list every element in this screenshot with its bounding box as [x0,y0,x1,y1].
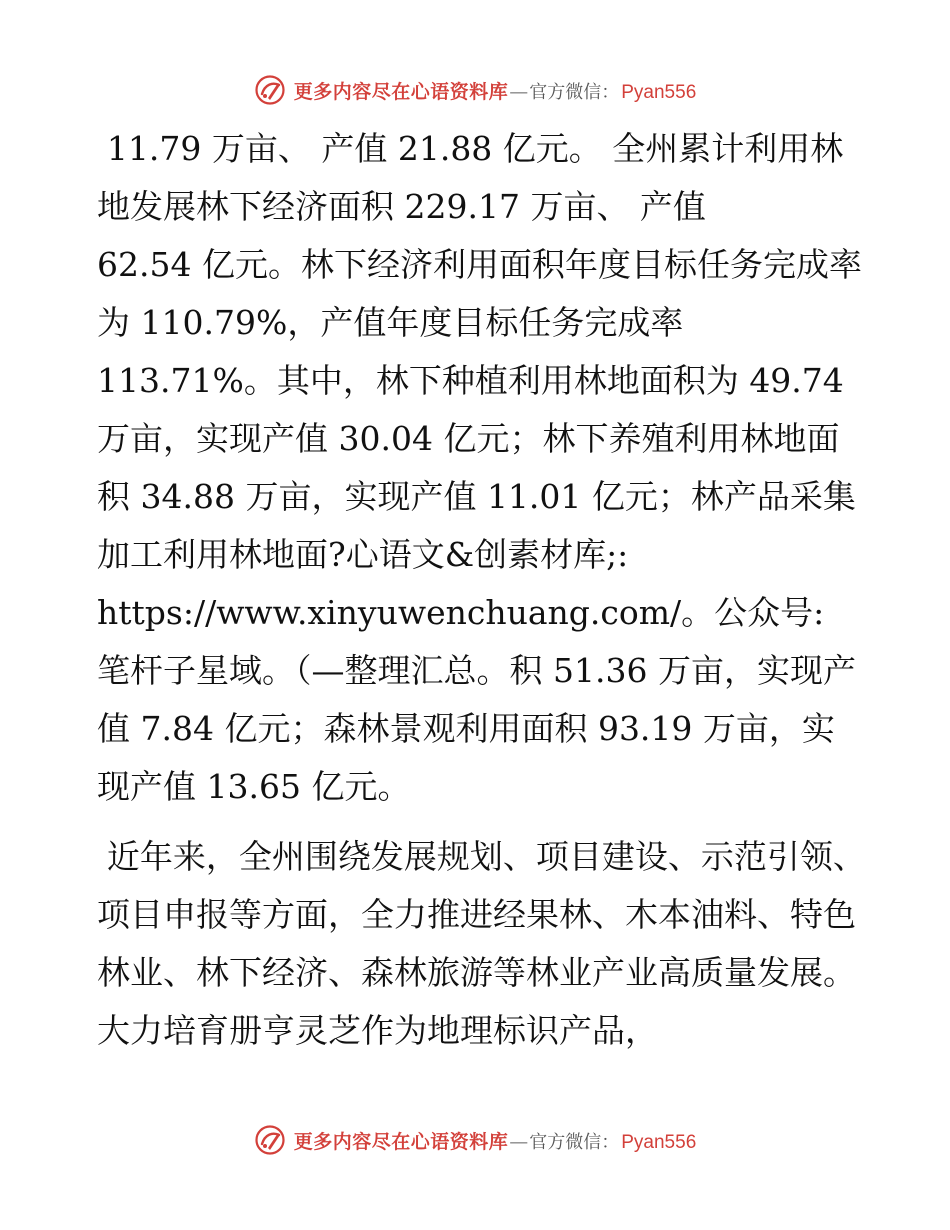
footer-wechat-label: 官方微信 [529,1131,602,1153]
document-body [97,120,867,1060]
paragraph-1: 11.79 万亩、 产值 21.88 亿元。 全州累计利用林地发展林下经济面积 229.17 万亩、 产值 62.54 亿元。林下经济利用面积年度目标任务完成率为 110.79%，产值年度目标任务完成率 113.71%。其中，林下种植利用林地面积为 49.74 万亩，实现产值 30.04 亿元；林下养殖利用林地面积 34.88 万亩，实现产值 11.01 亿元；林产品采集加工利用林地面?心语文&创素材库;: https://www.xinyuwenchuang.com/。公众号: 笔杆子星域。（—整理汇总。积 51.36 万亩，实现产值 7.84 亿元；森林景观利用面积 93.19 万亩，实现产值 13.65 亿元。 [97,129,862,806]
footer-colon: ： [601,1131,620,1153]
paragraph-2: 近年来，全州围绕发展规划、项目建设、示范引领、项目申报等方面，全力推进经果林、木本油料、特色林业、林下经济、森林旅游等林业产业高质量发展。大力培育册亨灵芝作为地理标识产品， [97,837,866,1050]
header-wechat-id: Pyan556 [621,81,697,103]
header-separator: — [509,80,529,103]
brand-logo-icon [254,74,286,106]
footer-banner [0,1120,950,1160]
header-banner-text [294,77,697,104]
footer-site-name: 更多内容尽在心语资料库 [293,1130,509,1153]
header-banner [0,70,950,110]
header-wechat-label: 官方微信 [529,81,602,103]
footer-banner-text [294,1127,697,1154]
header-site-name: 更多内容尽在心语资料库 [293,80,509,103]
footer-wechat-id: Pyan556 [621,1131,697,1153]
brand-logo-icon [254,1124,286,1156]
footer-separator: — [509,1130,529,1153]
header-colon: ： [601,81,620,103]
